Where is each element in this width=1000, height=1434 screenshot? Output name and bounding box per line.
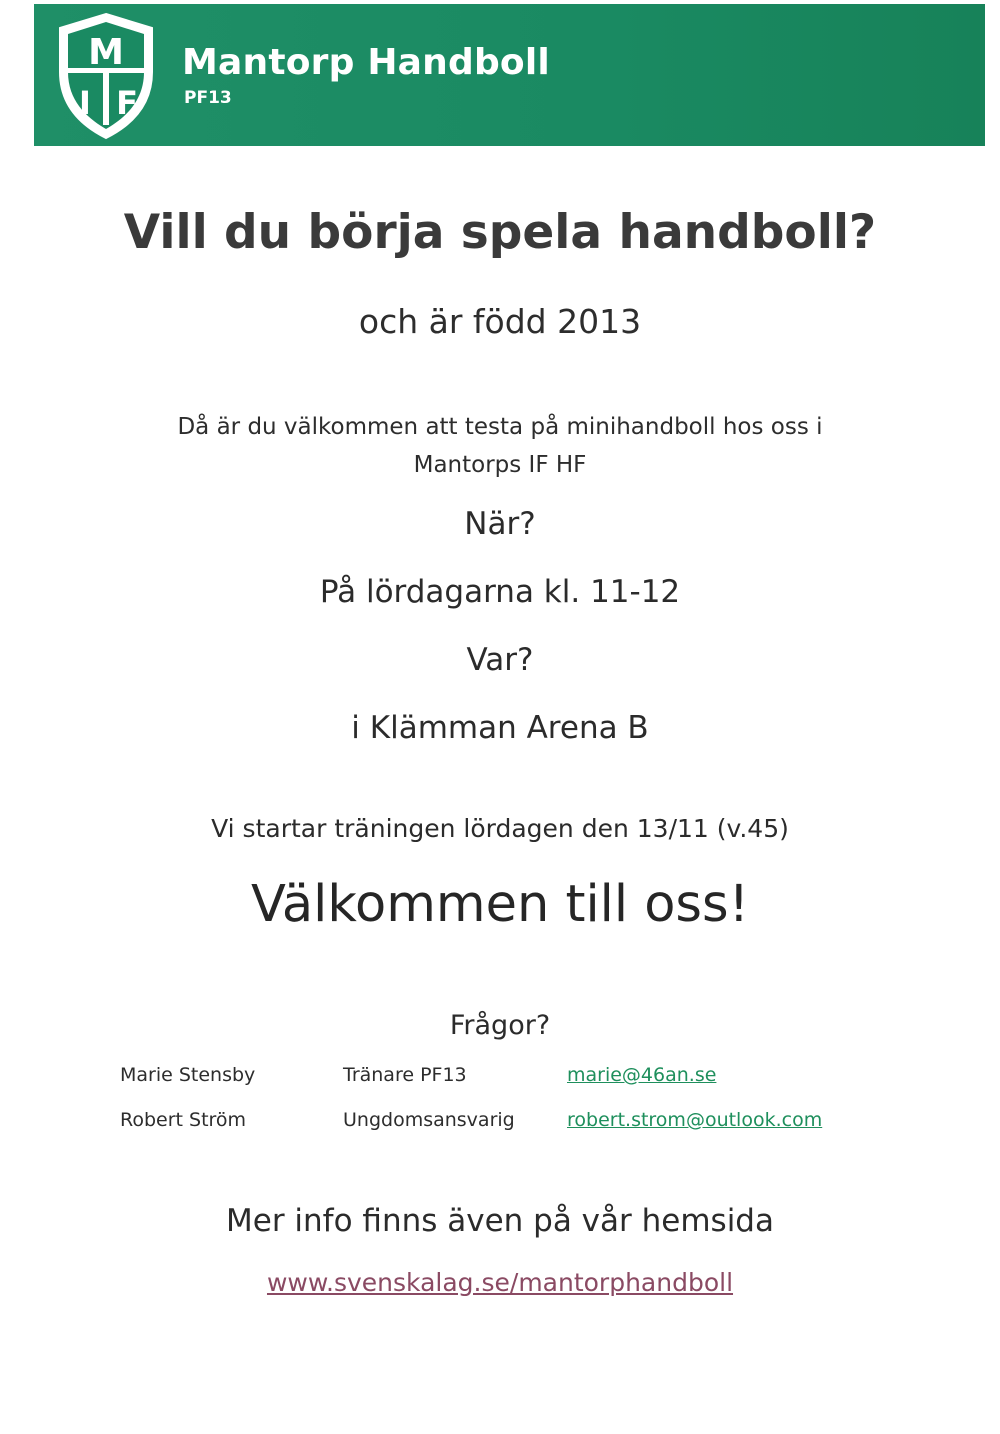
contact-name: Marie Stensby bbox=[120, 1064, 256, 1086]
contact-name: Robert Ström bbox=[120, 1109, 247, 1131]
welcome-text: Välkommen till oss! bbox=[250, 875, 750, 934]
where-question: Var? bbox=[466, 642, 534, 678]
contact-email-link[interactable]: robert.strom@outlook.com bbox=[567, 1109, 823, 1131]
intro-line-2: Mantorps IF HF bbox=[413, 452, 587, 478]
team-name: PF13 bbox=[184, 88, 232, 108]
intro-line-1: Då är du välkommen att testa på minihandboll hos oss i bbox=[177, 414, 823, 440]
more-info-text: Mer info finns även på vår hemsida bbox=[226, 1203, 774, 1239]
questions-label: Frågor? bbox=[449, 1010, 551, 1041]
start-info: Vi startar träningen lördagen den 13/11 (v.45) bbox=[211, 814, 789, 843]
subheadline: och är född 2013 bbox=[358, 302, 642, 341]
where-answer: i Klämman Arena B bbox=[351, 710, 649, 746]
intro-text bbox=[0, 408, 1000, 484]
header-banner bbox=[34, 4, 985, 146]
headline: Vill du börja spela handboll? bbox=[123, 205, 877, 260]
organization-name: Mantorp Handboll bbox=[182, 42, 550, 83]
when-question: När? bbox=[464, 506, 536, 542]
contact-role: Ungdomsansvarig bbox=[343, 1109, 515, 1131]
svg-text:M: M bbox=[88, 32, 124, 73]
svg-text:F: F bbox=[116, 84, 138, 122]
club-crest-logo bbox=[52, 10, 160, 142]
when-answer: På lördagarna kl. 11-12 bbox=[319, 574, 681, 610]
website-row bbox=[0, 1268, 1000, 1297]
website-link[interactable]: www.svenskalag.se/mantorphandboll bbox=[266, 1268, 734, 1297]
svg-text:I: I bbox=[79, 84, 91, 122]
contact-role: Tränare PF13 bbox=[343, 1064, 467, 1086]
contact-email-link[interactable]: marie@46an.se bbox=[567, 1064, 717, 1086]
